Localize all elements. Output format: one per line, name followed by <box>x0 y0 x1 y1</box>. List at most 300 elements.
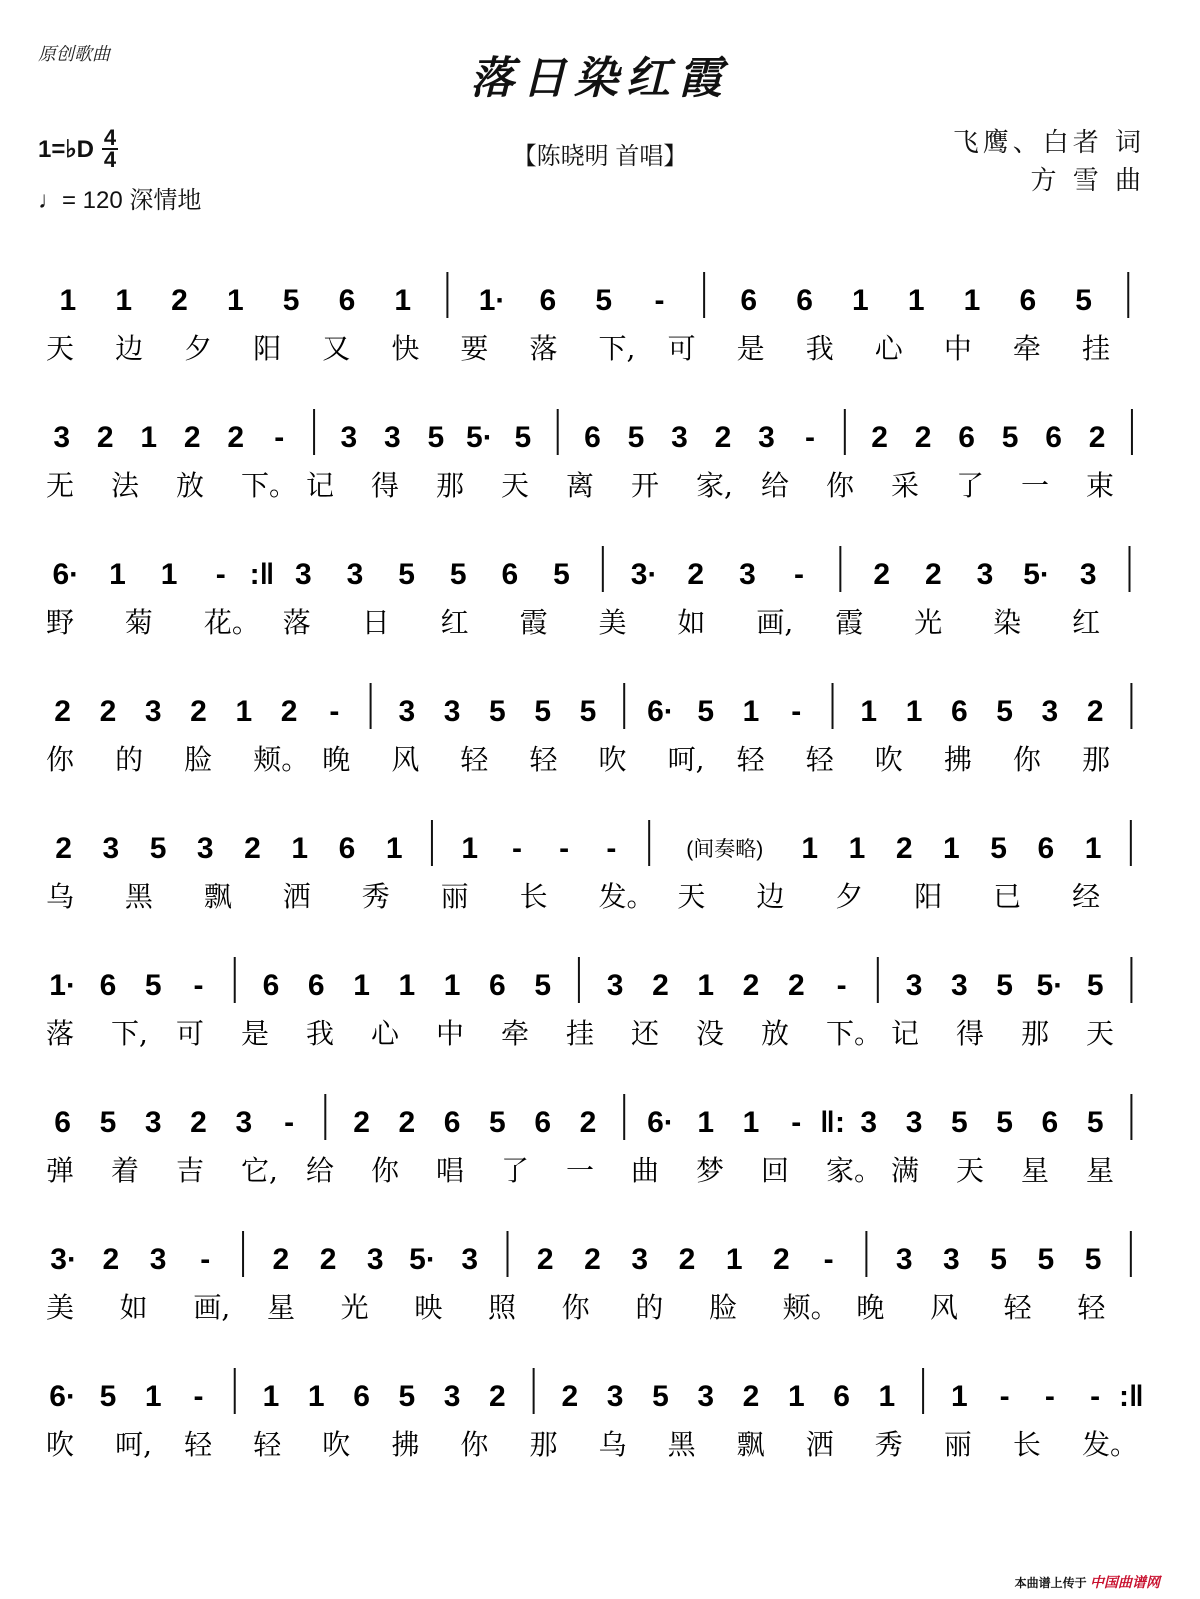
note: 1 <box>307 1380 325 1413</box>
note: 1 <box>394 284 412 317</box>
lyric-syllable: 脸 <box>184 743 213 776</box>
lyric-syllable: 轻 <box>736 743 765 776</box>
lyric-syllable: 呵, <box>115 1428 152 1461</box>
interlude-remark: (间奏略) <box>686 838 764 861</box>
extension-dash: - <box>559 832 570 865</box>
lyric-syllable: 天 <box>46 332 75 365</box>
lyric-syllable: 牵 <box>1012 332 1041 365</box>
lyric-syllable: 下, <box>111 1017 148 1050</box>
lyric-syllable: 颊。 <box>782 1291 839 1324</box>
extension-dash: - <box>329 695 340 728</box>
lyric-syllable: 美 <box>598 606 627 639</box>
note: 3 <box>860 1106 878 1139</box>
lyric-syllable: 那 <box>1081 743 1110 776</box>
note: 3 <box>895 1243 913 1276</box>
note: 5 <box>449 558 467 591</box>
lyric-syllable: 要 <box>460 332 489 365</box>
note: 6 <box>54 1106 71 1139</box>
note: 6· <box>49 1380 76 1413</box>
note: 2 <box>54 695 71 728</box>
note: 1 <box>852 284 869 317</box>
lyric-syllable: 你 <box>561 1291 590 1324</box>
note: 1 <box>461 832 479 865</box>
note: 1 <box>385 832 403 865</box>
note: 5 <box>149 832 167 865</box>
note: 5 <box>950 1106 968 1139</box>
lyric-syllable: 画, <box>193 1291 231 1324</box>
note: 1 <box>235 695 253 728</box>
note: 5 <box>990 1243 1007 1276</box>
lyric-syllable: 轻 <box>253 1428 282 1461</box>
lyric-syllable: 野 <box>46 606 75 639</box>
lyric-syllable: 红 <box>440 606 469 639</box>
lyric-syllable: 边 <box>756 880 785 913</box>
lyric-syllable: 轻 <box>184 1428 213 1461</box>
note: 2 <box>272 1243 290 1276</box>
note: 3 <box>149 1243 167 1276</box>
note: 1 <box>860 695 878 728</box>
extension-dash: - <box>606 832 617 865</box>
note: 1 <box>1084 832 1102 865</box>
note: 5 <box>990 832 1007 865</box>
lyric-syllable: 光 <box>340 1291 369 1324</box>
note: 5 <box>652 1380 669 1413</box>
lyric-syllable: 得 <box>956 1017 985 1050</box>
lyric-syllable: 霞 <box>835 606 864 639</box>
note: 6· <box>647 1106 674 1139</box>
note: 2 <box>584 1243 601 1276</box>
lyric-syllable: 飘 <box>203 880 232 913</box>
note: 5 <box>489 1106 506 1139</box>
time-top: 4 <box>103 125 117 150</box>
note: 2 <box>924 558 942 591</box>
lyric-syllable: 脸 <box>709 1291 738 1324</box>
extension-dash: - <box>193 969 204 1002</box>
lyric-syllable: 黑 <box>124 880 153 913</box>
note: 5 <box>996 969 1013 1002</box>
lyric-syllable: 黑 <box>667 1428 696 1461</box>
extension-dash: - <box>999 1380 1010 1413</box>
lyric-syllable: 可 <box>176 1017 205 1050</box>
note: 2 <box>871 421 888 454</box>
note: 6 <box>1041 1106 1059 1139</box>
extension-dash: - <box>836 969 847 1002</box>
lyric-syllable: 我 <box>306 1017 335 1050</box>
lyric-syllable: 发。 <box>1081 1428 1138 1461</box>
footer-site-logo: 中国曲谱网 <box>1090 1574 1160 1590</box>
note: 1· <box>49 969 76 1002</box>
note: 6· <box>647 695 674 728</box>
lyric-syllable: 心 <box>371 1017 400 1050</box>
lyric-syllable: 我 <box>805 332 834 365</box>
lyric-syllable: 你 <box>371 1154 400 1187</box>
lyric-syllable: 给 <box>761 469 790 502</box>
extension-dash: - <box>200 1243 211 1276</box>
note: 3 <box>671 421 688 454</box>
note: 5 <box>1037 1243 1055 1276</box>
lyric-syllable: 法 <box>111 469 140 502</box>
note: 2 <box>190 1106 207 1139</box>
lyric-syllable: 还 <box>631 1017 660 1050</box>
lyric-syllable: 吹 <box>46 1428 75 1461</box>
note: 6 <box>833 1380 850 1413</box>
lyric-syllable: 你 <box>460 1428 489 1461</box>
lyric-syllable: 吹 <box>874 743 903 776</box>
lyric-syllable: 离 <box>566 469 595 502</box>
note: 5 <box>99 1380 117 1413</box>
lyric-syllable: 那 <box>436 469 465 502</box>
note: 2 <box>579 1106 597 1139</box>
repeat-sign: :‖ <box>1118 1380 1144 1413</box>
lyric-syllable: 吹 <box>322 1428 351 1461</box>
lyric-syllable: 记 <box>306 469 335 502</box>
lyric-syllable: 如 <box>119 1291 148 1324</box>
lyric-syllable: 阳 <box>253 332 282 365</box>
lyric-syllable: 你 <box>826 469 855 502</box>
note: 2 <box>873 558 891 591</box>
note: 2 <box>787 969 805 1002</box>
lyric-syllable: 日 <box>361 606 390 639</box>
note: 5 <box>595 284 613 317</box>
lyric-syllable: 放 <box>761 1017 790 1050</box>
note: 3 <box>461 1243 479 1276</box>
lyric-syllable: 轻 <box>805 743 834 776</box>
note: 6 <box>338 284 356 317</box>
extension-dash: - <box>1044 1380 1055 1413</box>
tempo-marking: ♩= 120 深情地 <box>38 187 202 214</box>
lyric-syllable: 飘 <box>736 1428 765 1461</box>
key-text: 1=♭D <box>38 135 95 163</box>
note: 2 <box>244 832 261 865</box>
lyric-syllable: 落 <box>46 1017 75 1050</box>
note: 1 <box>742 1106 760 1139</box>
lyric-syllable: 曲 <box>631 1154 660 1187</box>
note: 2 <box>398 1106 416 1139</box>
lyric-syllable: 家。 <box>826 1154 883 1187</box>
note: 6 <box>353 1380 370 1413</box>
note: 6· <box>52 558 80 591</box>
lyric-syllable: 红 <box>1072 606 1101 639</box>
note: 3 <box>1041 695 1059 728</box>
note: 3 <box>366 1243 384 1276</box>
note: 5· <box>1036 969 1064 1002</box>
extension-dash: - <box>215 558 226 591</box>
lyric-syllable: 给 <box>306 1154 335 1187</box>
note: 5 <box>1075 284 1092 317</box>
lyric-syllable: 回 <box>761 1154 790 1187</box>
song-category: 原创歌曲 <box>38 44 110 65</box>
lyric-syllable: 经 <box>1072 880 1101 913</box>
note: 3 <box>235 1106 253 1139</box>
lyric-syllable: 又 <box>322 332 351 365</box>
note: 1 <box>226 284 244 317</box>
lyric-syllable: 家, <box>696 469 733 502</box>
footer-text: 本曲谱上传于 <box>1014 1576 1087 1590</box>
note: 1 <box>115 284 133 317</box>
lyric-syllable: 边 <box>115 332 144 365</box>
note: 2 <box>536 1243 554 1276</box>
extension-dash: - <box>794 558 805 591</box>
note: 1 <box>950 1380 968 1413</box>
lyric-syllable: 天 <box>677 880 706 913</box>
repeat-sign: ‖: <box>820 1106 845 1139</box>
extension-dash: - <box>654 284 665 317</box>
lyric-syllable: 晚 <box>322 743 351 776</box>
note: 3 <box>1079 558 1097 591</box>
note: 6 <box>99 969 117 1002</box>
lyric-syllable: 挂 <box>1081 332 1110 365</box>
lyric-syllable: 光 <box>914 606 943 639</box>
lyric-syllable: 唱 <box>436 1154 465 1187</box>
lyric-syllable: 一 <box>566 1154 595 1187</box>
note: 2 <box>652 969 669 1002</box>
lyric-syllable: 下。 <box>241 469 298 502</box>
lyric-syllable: 的 <box>635 1291 664 1324</box>
lyric-syllable: 丽 <box>943 1428 972 1461</box>
note: 3 <box>758 421 775 454</box>
note: 6 <box>740 284 758 317</box>
lyric-syllable: 中 <box>943 332 972 365</box>
note: 2 <box>102 1243 120 1276</box>
lyric-syllable: 阳 <box>914 880 943 913</box>
note: 3 <box>631 1243 649 1276</box>
lyric-syllable: 着 <box>111 1154 140 1187</box>
lyric-syllable: 霞 <box>519 606 548 639</box>
note: 5 <box>427 421 445 454</box>
lyric-syllable: 星 <box>1086 1154 1115 1187</box>
note: 3 <box>196 832 214 865</box>
lyric-syllable: 风 <box>930 1291 959 1324</box>
note: 2 <box>183 421 201 454</box>
note: 5 <box>534 969 552 1002</box>
lyricist-credit: 飞鹰、白者 词 <box>952 128 1145 158</box>
extension-dash: - <box>823 1243 834 1276</box>
lyric-syllable: 已 <box>993 880 1022 913</box>
lyric-syllable: 中 <box>436 1017 465 1050</box>
lyric-syllable: 吉 <box>176 1154 205 1187</box>
lyric-syllable: 映 <box>414 1291 443 1324</box>
composer-credit: 方 雪 曲 <box>1030 166 1145 196</box>
lyric-syllable: 束 <box>1086 469 1115 502</box>
note: 3 <box>950 969 968 1002</box>
lyric-syllable: 拂 <box>943 743 972 776</box>
lyric-syllable: 一 <box>1021 469 1050 502</box>
note: 5· <box>409 1243 436 1276</box>
note: 5 <box>514 421 532 454</box>
lyric-syllable: 夕 <box>835 880 864 913</box>
lyric-syllable: 采 <box>891 469 920 502</box>
note: 2 <box>227 421 245 454</box>
time-bottom: 4 <box>103 147 117 172</box>
note: 3 <box>346 558 364 591</box>
note: 5 <box>996 695 1013 728</box>
lyric-syllable: 轻 <box>529 743 558 776</box>
note: 2 <box>190 695 207 728</box>
note: 6 <box>262 969 280 1002</box>
lyric-syllable: 弹 <box>46 1154 75 1187</box>
note: 3 <box>905 969 923 1002</box>
note: 2 <box>914 421 932 454</box>
lyric-syllable: 那 <box>529 1428 558 1461</box>
note: 6 <box>443 1106 461 1139</box>
lyric-syllable: 它, <box>241 1154 278 1187</box>
lyric-syllable: 画, <box>756 606 794 639</box>
note: 5 <box>534 695 552 728</box>
lyric-syllable: 了 <box>501 1154 530 1187</box>
note: 2 <box>895 832 913 865</box>
note: 1 <box>742 695 760 728</box>
note: 1 <box>963 284 981 317</box>
note: 3 <box>905 1106 923 1139</box>
lyric-syllable: 颊。 <box>253 743 310 776</box>
lyric-syllable: 记 <box>891 1017 920 1050</box>
note: 3 <box>144 695 162 728</box>
note: 1 <box>291 832 309 865</box>
lyric-syllable: 拂 <box>391 1428 420 1461</box>
lyric-syllable: 的 <box>115 743 144 776</box>
note: 1 <box>443 969 461 1002</box>
note: 2 <box>319 1243 337 1276</box>
extension-dash: - <box>791 695 802 728</box>
lyric-syllable: 天 <box>1086 1017 1115 1050</box>
lyric-syllable: 天 <box>501 469 530 502</box>
note: 5 <box>553 558 570 591</box>
lyric-syllable: 你 <box>46 743 75 776</box>
lyric-syllable: 是 <box>736 332 765 365</box>
note: 5 <box>627 421 645 454</box>
lyric-syllable: 呵, <box>667 743 705 776</box>
note: 1 <box>160 558 178 591</box>
note: 3 <box>144 1106 162 1139</box>
extension-dash: - <box>511 832 522 865</box>
song-title: 落日染红霞 <box>470 53 730 104</box>
extension-dash: - <box>193 1380 204 1413</box>
note: 6 <box>1037 832 1055 865</box>
note: 1 <box>109 558 126 591</box>
lyric-syllable: 吹 <box>598 743 627 776</box>
note: 6 <box>338 832 356 865</box>
note: 1 <box>801 832 819 865</box>
lyric-syllable: 落 <box>282 606 311 639</box>
note: 2 <box>96 421 114 454</box>
lyric-syllable: 美 <box>46 1291 75 1324</box>
lyric-syllable: 是 <box>241 1017 270 1050</box>
lyric-syllable: 天 <box>956 1154 985 1187</box>
note: 3 <box>606 1380 624 1413</box>
note: 3 <box>340 421 358 454</box>
lyric-syllable: 轻 <box>460 743 489 776</box>
lyric-syllable: 没 <box>696 1017 725 1050</box>
note: 3· <box>50 1243 77 1276</box>
lyric-syllable: 晚 <box>856 1291 885 1324</box>
lyric-syllable: 照 <box>488 1291 517 1324</box>
note: 2 <box>687 558 705 591</box>
note: 1 <box>907 284 925 317</box>
lyric-syllable: 轻 <box>1003 1291 1032 1324</box>
note: 6 <box>1045 421 1062 454</box>
note: 6 <box>539 284 557 317</box>
note: 5 <box>489 695 506 728</box>
note: 6 <box>796 284 813 317</box>
extension-dash: - <box>1090 1380 1101 1413</box>
lyric-syllable: 了 <box>956 469 985 502</box>
note: 1 <box>353 969 370 1002</box>
lyric-syllable: 花。 <box>203 606 260 639</box>
note: 2 <box>714 421 732 454</box>
note: 1 <box>697 969 715 1002</box>
note: 6 <box>534 1106 552 1139</box>
note: 2 <box>561 1380 579 1413</box>
note: 2 <box>678 1243 696 1276</box>
note: 5 <box>398 1380 416 1413</box>
note: 3 <box>739 558 756 591</box>
note: 2 <box>353 1106 370 1139</box>
repeat-sign: :‖ <box>249 558 275 591</box>
note: 5 <box>398 558 415 591</box>
note: 3 <box>102 832 120 865</box>
lyric-syllable: 染 <box>993 606 1022 639</box>
lyric-syllable: 发。 <box>598 880 655 913</box>
note: 2 <box>489 1380 506 1413</box>
note: 6 <box>958 421 975 454</box>
lyric-syllable: 开 <box>631 469 660 502</box>
note: 1· <box>478 284 506 317</box>
footer-credit <box>1015 1572 1160 1592</box>
note: 5 <box>579 695 597 728</box>
note: 6 <box>1019 284 1037 317</box>
note: 5 <box>1086 969 1104 1002</box>
lyric-syllable: 乌 <box>46 880 75 913</box>
note: 1 <box>262 1380 280 1413</box>
note: 1 <box>144 1380 162 1413</box>
lyric-syllable: 可 <box>667 332 696 365</box>
note: 1 <box>878 1380 896 1413</box>
note: 5· <box>1023 558 1050 591</box>
note: 1 <box>398 969 416 1002</box>
lyric-syllable: 如 <box>677 606 706 639</box>
note: 3 <box>943 1243 960 1276</box>
note: 5 <box>1001 421 1019 454</box>
note: 1 <box>787 1380 805 1413</box>
note: 2 <box>742 969 760 1002</box>
note: 5 <box>996 1106 1013 1139</box>
extension-dash: - <box>284 1106 295 1139</box>
lyric-syllable: 牵 <box>501 1017 530 1050</box>
lyric-syllable: 下, <box>598 332 636 365</box>
note: 5 <box>1086 1106 1104 1139</box>
lyric-syllable: 下。 <box>826 1017 883 1050</box>
lyric-syllable: 秀 <box>874 1428 903 1461</box>
note: 3 <box>976 558 994 591</box>
lyric-syllable: 夕 <box>184 332 213 365</box>
extension-dash: - <box>274 421 285 454</box>
lyric-syllable: 长 <box>519 880 548 913</box>
lyric-syllable: 长 <box>1012 1428 1041 1461</box>
note: 3 <box>53 421 71 454</box>
lyric-syllable: 心 <box>874 332 903 365</box>
lyric-syllable: 风 <box>391 743 420 776</box>
lyric-syllable: 无 <box>46 469 75 502</box>
lyric-syllable: 落 <box>529 332 558 365</box>
note: 6 <box>489 969 506 1002</box>
lyric-syllable: 乌 <box>598 1428 627 1461</box>
note: 2 <box>773 1243 790 1276</box>
note: 6 <box>307 969 325 1002</box>
note: 3 <box>697 1380 715 1413</box>
lyric-syllable: 你 <box>1012 743 1041 776</box>
note: 2 <box>171 284 188 317</box>
note: 6 <box>501 558 519 591</box>
